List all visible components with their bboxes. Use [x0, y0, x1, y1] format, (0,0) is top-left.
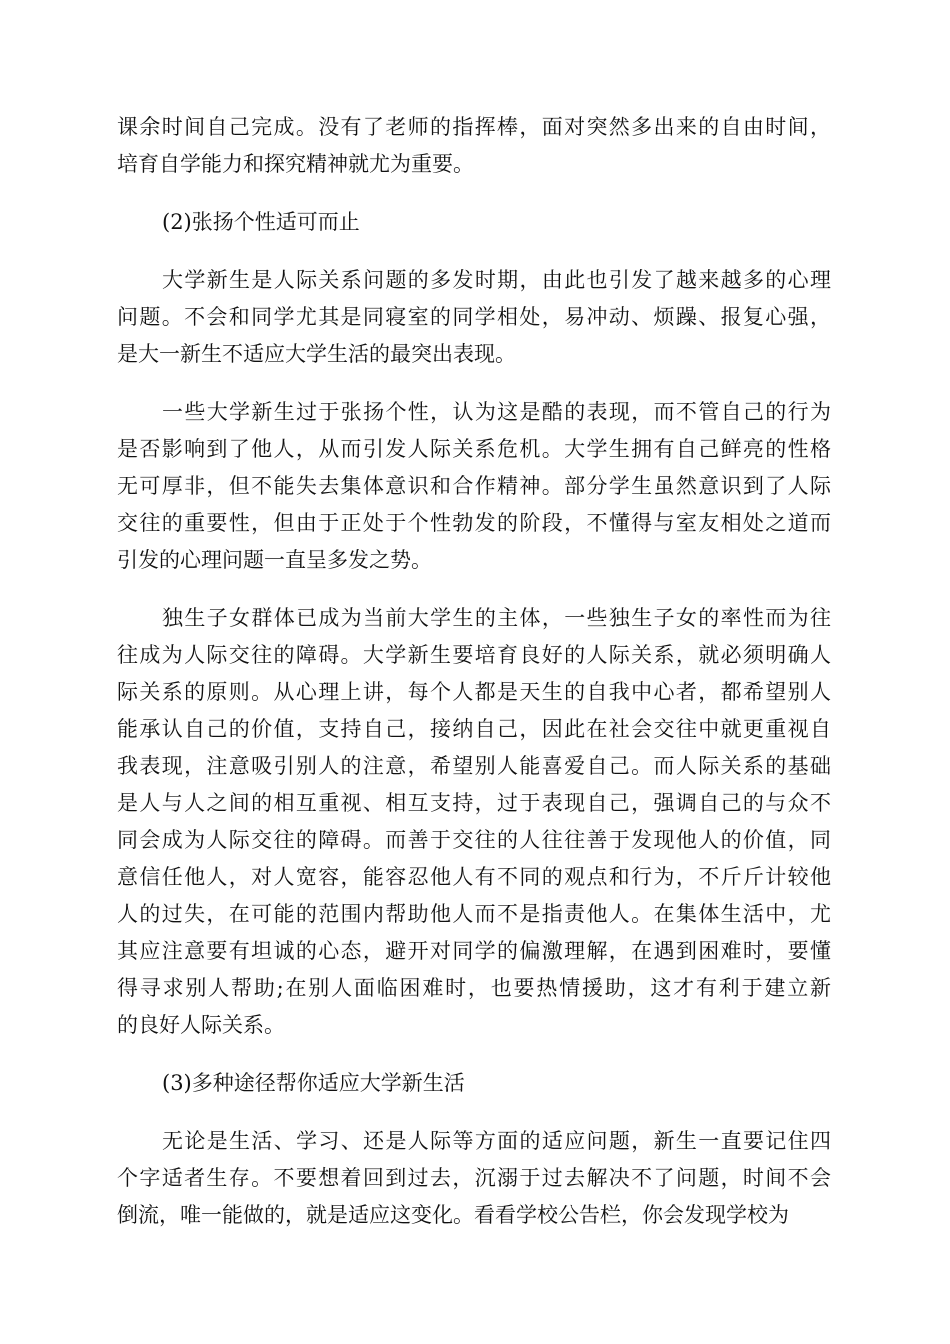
text-line: 倒流，唯一能做的，就是适应这变化。看看学校公告栏，你会发现学校为: [117, 1203, 789, 1227]
paragraph: [117, 109, 831, 183]
paragraph: [117, 1123, 831, 1234]
text-line: 得寻求别人帮助;在别人面临困难时，也要热情援助，这才有利于建立新: [117, 976, 831, 1000]
text-line: 其应注意要有坦诚的心态，避开对同学的偏激理解，在遇到困难时，要懂: [117, 939, 831, 963]
text-line: 培育自学能力和探究精神就尤为重要。: [117, 152, 474, 176]
text-line: 际关系的原则。从心理上讲，每个人都是天生的自我中心者，都希望别人: [117, 680, 831, 704]
text-line: 能承认自己的价值，支持自己，接纳自己，因此在社会交往中就更重视自: [117, 717, 831, 741]
text-line: 是人与人之间的相互重视、相互支持，过于表现自己，强调自己的与众不: [117, 791, 831, 815]
paragraph: [117, 262, 831, 373]
text-line: 的良好人际关系。: [117, 1013, 285, 1037]
text-line: 问题。不会和同学尤其是同寝室的同学相处，易冲动、烦躁、报复心强，: [117, 305, 831, 329]
text-line: 是大一新生不适应大学生活的最突出表现。: [117, 342, 516, 366]
text-line: 同会成为人际交往的障碍。而善于交往的人往往善于发现他人的价值，同: [117, 828, 831, 852]
text-line: (2)张扬个性适可而止: [162, 210, 360, 234]
text-line: 独生子女群体已成为当前大学生的主体，一些独生子女的率性而为往: [162, 606, 831, 630]
text-line: (3)多种途径帮你适应大学新生活: [162, 1071, 465, 1095]
text-line: 课余时间自己完成。没有了老师的指挥棒，面对突然多出来的自由时间，: [117, 115, 831, 139]
text-line: 我表现，注意吸引别人的注意，希望别人能喜爱自己。而人际关系的基础: [117, 754, 831, 778]
text-line: 个字适者生存。不要想着回到过去，沉溺于过去解决不了问题，时间不会: [117, 1166, 831, 1190]
text-line: 是否影响到了他人，从而引发人际关系危机。大学生拥有自己鲜亮的性格: [117, 437, 831, 461]
paragraph: [117, 394, 831, 579]
section-heading: [117, 204, 831, 241]
text-line: 往成为人际交往的障碍。大学新生要培育良好的人际关系，就必须明确人: [117, 643, 831, 667]
text-line: 无论是生活、学习、还是人际等方面的适应问题，新生一直要记住四: [162, 1129, 831, 1153]
text-line: 人的过失，在可能的范围内帮助他人而不是指责他人。在集体生活中，尤: [117, 902, 831, 926]
text-line: 意信任他人，对人宽容，能容忍他人有不同的观点和行为，不斤斤计较他: [117, 865, 831, 889]
text-line: 无可厚非，但不能失去集体意识和合作精神。部分学生虽然意识到了人际: [117, 474, 831, 498]
text-line: 引发的心理问题一直呈多发之势。: [117, 548, 432, 572]
document-page: [117, 109, 831, 1255]
section-heading: [117, 1065, 831, 1102]
text-line: 大学新生是人际关系问题的多发时期，由此也引发了越来越多的心理: [162, 268, 831, 292]
paragraph: [117, 600, 831, 1044]
text-line: 一些大学新生过于张扬个性，认为这是酷的表现，而不管自己的行为: [162, 400, 831, 424]
text-line: 交往的重要性，但由于正处于个性勃发的阶段，不懂得与室友相处之道而: [117, 511, 831, 535]
